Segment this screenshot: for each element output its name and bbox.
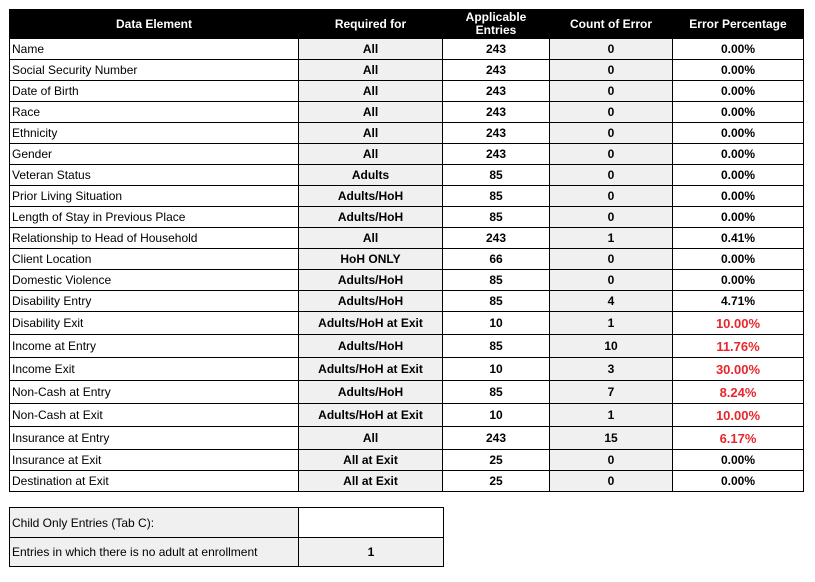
count-of-error-cell: 0: [550, 39, 673, 60]
required-for-cell: HoH ONLY: [299, 249, 443, 270]
count-of-error-cell: 0: [550, 165, 673, 186]
error-percentage-cell: 0.00%: [673, 471, 804, 492]
required-for-cell: All: [299, 123, 443, 144]
count-of-error-cell: 4: [550, 291, 673, 312]
child-only-label: Entries in which there is no adult at enrollment: [10, 538, 299, 567]
required-for-cell: All: [299, 81, 443, 102]
data-element-cell: Date of Birth: [10, 81, 299, 102]
required-for-cell: All: [299, 39, 443, 60]
count-of-error-cell: 1: [550, 312, 673, 335]
table-row: [10, 186, 804, 207]
data-element-cell: Length of Stay in Previous Place: [10, 207, 299, 228]
applicable-entries-cell: 85: [443, 381, 550, 404]
data-element-cell: Relationship to Head of Household: [10, 228, 299, 249]
table-row: [10, 381, 804, 404]
table-row: [10, 81, 804, 102]
table-row: [10, 144, 804, 165]
error-percentage-cell: 0.00%: [673, 123, 804, 144]
table-row: [10, 404, 804, 427]
data-element-cell: Client Location: [10, 249, 299, 270]
count-of-error-cell: 0: [550, 249, 673, 270]
data-element-cell: Veteran Status: [10, 165, 299, 186]
error-percentage-cell: 0.00%: [673, 186, 804, 207]
required-for-cell: All at Exit: [299, 450, 443, 471]
count-of-error-cell: 3: [550, 358, 673, 381]
applicable-entries-cell: 243: [443, 427, 550, 450]
required-for-cell: All: [299, 427, 443, 450]
count-of-error-cell: 0: [550, 123, 673, 144]
applicable-entries-cell: 243: [443, 144, 550, 165]
header-required-for: Required for: [299, 10, 443, 39]
applicable-entries-cell: 10: [443, 358, 550, 381]
header-applicable-entries: Applicable Entries: [443, 10, 550, 39]
required-for-cell: Adults/HoH: [299, 207, 443, 228]
data-element-cell: Gender: [10, 144, 299, 165]
required-for-cell: Adults/HoH: [299, 381, 443, 404]
table-row: [10, 102, 804, 123]
count-of-error-cell: 0: [550, 207, 673, 228]
child-only-table: [9, 507, 444, 567]
table-row: [10, 450, 804, 471]
table-row: [10, 358, 804, 381]
error-percentage-cell: 0.00%: [673, 249, 804, 270]
table-row: [10, 165, 804, 186]
header-count-of-error: Count of Error: [550, 10, 673, 39]
count-of-error-cell: 0: [550, 186, 673, 207]
applicable-entries-cell: 85: [443, 186, 550, 207]
count-of-error-cell: 0: [550, 270, 673, 291]
applicable-entries-cell: 10: [443, 312, 550, 335]
child-only-data-row: [10, 538, 444, 567]
data-element-cell: Destination at Exit: [10, 471, 299, 492]
table-row: [10, 291, 804, 312]
error-percentage-cell: 0.00%: [673, 81, 804, 102]
data-element-cell: Insurance at Entry: [10, 427, 299, 450]
applicable-entries-cell: 85: [443, 291, 550, 312]
table-row: [10, 312, 804, 335]
table-row: [10, 39, 804, 60]
child-only-title-row: [10, 508, 444, 538]
data-quality-table: [9, 9, 804, 492]
required-for-cell: Adults: [299, 165, 443, 186]
required-for-cell: Adults/HoH at Exit: [299, 358, 443, 381]
applicable-entries-cell: 243: [443, 102, 550, 123]
applicable-entries-cell: 10: [443, 404, 550, 427]
error-percentage-cell: 8.24%: [673, 381, 804, 404]
required-for-cell: All: [299, 144, 443, 165]
child-only-value: 1: [299, 538, 444, 567]
count-of-error-cell: 15: [550, 427, 673, 450]
count-of-error-cell: 0: [550, 471, 673, 492]
error-percentage-cell: 10.00%: [673, 404, 804, 427]
error-percentage-cell: 4.71%: [673, 291, 804, 312]
applicable-entries-cell: 85: [443, 270, 550, 291]
error-percentage-cell: 10.00%: [673, 312, 804, 335]
count-of-error-cell: 0: [550, 450, 673, 471]
data-element-cell: Social Security Number: [10, 60, 299, 81]
error-percentage-cell: 0.41%: [673, 228, 804, 249]
table-row: [10, 270, 804, 291]
required-for-cell: Adults/HoH at Exit: [299, 312, 443, 335]
required-for-cell: All at Exit: [299, 471, 443, 492]
table-row: [10, 123, 804, 144]
count-of-error-cell: 7: [550, 381, 673, 404]
count-of-error-cell: 0: [550, 60, 673, 81]
data-element-cell: Disability Exit: [10, 312, 299, 335]
error-percentage-cell: 0.00%: [673, 60, 804, 81]
table-row: [10, 427, 804, 450]
applicable-entries-cell: 243: [443, 81, 550, 102]
applicable-entries-cell: 66: [443, 249, 550, 270]
data-element-cell: Disability Entry: [10, 291, 299, 312]
required-for-cell: Adults/HoH: [299, 291, 443, 312]
table-row: [10, 249, 804, 270]
applicable-entries-cell: 25: [443, 471, 550, 492]
data-element-cell: Income Exit: [10, 358, 299, 381]
error-percentage-cell: 0.00%: [673, 102, 804, 123]
error-percentage-cell: 0.00%: [673, 39, 804, 60]
count-of-error-cell: 0: [550, 102, 673, 123]
data-element-cell: Prior Living Situation: [10, 186, 299, 207]
error-percentage-cell: 0.00%: [673, 207, 804, 228]
count-of-error-cell: 0: [550, 81, 673, 102]
error-percentage-cell: 0.00%: [673, 165, 804, 186]
data-element-cell: Race: [10, 102, 299, 123]
error-percentage-cell: 0.00%: [673, 450, 804, 471]
applicable-entries-cell: 243: [443, 39, 550, 60]
count-of-error-cell: 10: [550, 335, 673, 358]
table-row: [10, 60, 804, 81]
count-of-error-cell: 0: [550, 144, 673, 165]
applicable-entries-cell: 25: [443, 450, 550, 471]
table-header-row: [10, 10, 804, 39]
table-row: [10, 471, 804, 492]
applicable-entries-cell: 85: [443, 335, 550, 358]
error-percentage-cell: 30.00%: [673, 358, 804, 381]
required-for-cell: Adults/HoH: [299, 186, 443, 207]
count-of-error-cell: 1: [550, 404, 673, 427]
table-row: [10, 207, 804, 228]
error-percentage-cell: 6.17%: [673, 427, 804, 450]
data-element-cell: Income at Entry: [10, 335, 299, 358]
applicable-entries-cell: 243: [443, 228, 550, 249]
error-percentage-cell: 0.00%: [673, 270, 804, 291]
header-data-element: Data Element: [10, 10, 299, 39]
required-for-cell: All: [299, 228, 443, 249]
count-of-error-cell: 1: [550, 228, 673, 249]
required-for-cell: Adults/HoH: [299, 335, 443, 358]
data-element-cell: Non-Cash at Entry: [10, 381, 299, 404]
data-element-cell: Ethnicity: [10, 123, 299, 144]
data-element-cell: Insurance at Exit: [10, 450, 299, 471]
applicable-entries-cell: 85: [443, 207, 550, 228]
table-row: [10, 228, 804, 249]
data-element-cell: Name: [10, 39, 299, 60]
error-percentage-cell: 0.00%: [673, 144, 804, 165]
header-error-percentage: Error Percentage: [673, 10, 804, 39]
required-for-cell: All: [299, 102, 443, 123]
child-only-title: Child Only Entries (Tab C):: [10, 508, 299, 538]
error-percentage-cell: 11.76%: [673, 335, 804, 358]
applicable-entries-cell: 85: [443, 165, 550, 186]
required-for-cell: Adults/HoH: [299, 270, 443, 291]
child-only-empty-cell: [299, 508, 444, 538]
applicable-entries-cell: 243: [443, 60, 550, 81]
data-element-cell: Domestic Violence: [10, 270, 299, 291]
applicable-entries-cell: 243: [443, 123, 550, 144]
table-row: [10, 335, 804, 358]
required-for-cell: All: [299, 60, 443, 81]
data-element-cell: Non-Cash at Exit: [10, 404, 299, 427]
required-for-cell: Adults/HoH at Exit: [299, 404, 443, 427]
